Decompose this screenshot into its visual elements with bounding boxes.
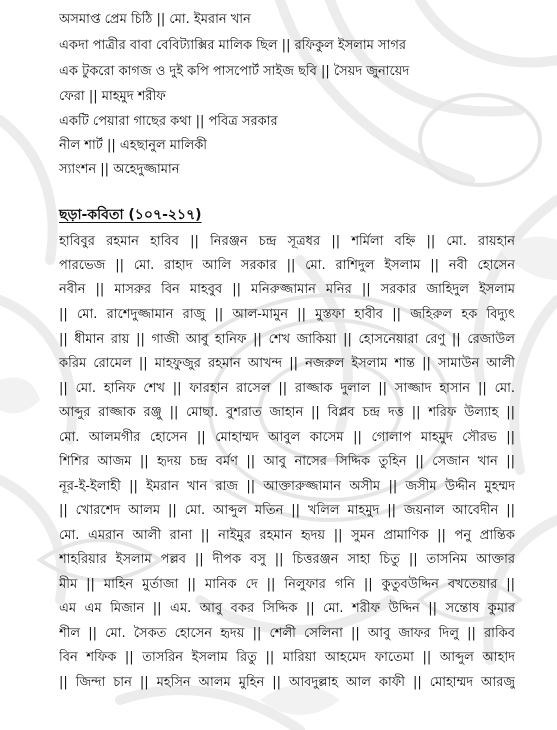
poet-list-line: মীম || মাহিন মুর্তাজা || মানিক দে || নিলুফার গনি || কুতুবউদ্দিন বখতেয়ার || — [59, 577, 515, 592]
poet-list-line: || ধীমান রায় || গাজী আবু হানিফ || শেখ জাকিয়া || হোসনেয়ারা রেণু || রেজাউল — [59, 332, 515, 347]
poet-list-line: || জিন্দা চান || মহসিন আলম মুহিন || আবদুল্লাহ আল কাফী || মোহাম্মদ আরজু — [59, 675, 515, 690]
poet-list-line: শিশির আজম || হৃদয় চন্দ্র বর্মণ || আবু নাসের সিদ্দিক তুহিন || সেজান খান || — [59, 454, 515, 469]
poet-list-line: আব্দুর রাজ্জাক রঞ্জু || মোছা. বুশরাত জাহান || বিপ্লব চন্দ্র দত্ত || শরিফ উল্যাহ || — [59, 405, 515, 420]
poet-list-line: মো. এমরান আলী রানা || নাইমুর রহমান হৃদয় || সুমন প্রামাণিক || পনু প্রান্তিক — [59, 528, 515, 543]
poet-list-line: বিন শফিক || তাসরিন ইসলাম রিতু || মারিয়া আহমেদ ফাতেমা || আব্দুল আহাদ — [59, 650, 515, 665]
poet-list-line: || মো. হানিফ শেখ || ফারহান রাসেল || রাজ্জাক দুলাল || সাজ্জাদ হাসান || মো. — [59, 381, 515, 396]
table-of-contents-entry: একদা পাত্রীর বাবা বেবিট্যাক্সির মালিক ছিল || রফিকুল ইসলাম সাগর — [59, 38, 407, 53]
table-of-contents-entry: এক টুকরো কাগজ ও দুই কপি পাসপোর্ট সাইজ ছবি || সৈয়দ জুনায়েদ — [59, 64, 410, 79]
poet-list-line: এম এম মিজান || এম. আবু বকর সিদ্দিক || মো. শরীফ উদ্দিন || সন্তোষ কুমার — [59, 601, 515, 616]
poet-list-line: নূর-ই-ইলাহী || ইমরান খান রাজ || আক্তারুজ্জামান অসীম || জসীম উদ্দীন মুহম্মদ — [59, 479, 515, 494]
poet-list-line: শীল || মো. সৈকত হোসেন হৃদয় || শেলী সেলিনা || আবু জাফর দিলু || রাকিব — [59, 626, 515, 641]
poet-list-line: নবীন || মাসরুর বিন মাহবুব || মনিরুজ্জামান মনির || সরকার জাহিদুল ইসলাম — [59, 282, 515, 297]
poet-list-line: || খোরশেদ আলম || মো. আব্দুল মতিন || খলিল মাহমুদ || জয়নাল আবেদীন || — [59, 503, 515, 518]
table-of-contents-entry: নীল শার্ট || এহছানুল মালিকী — [59, 138, 208, 153]
table-of-contents-entry: ফেরা || মাহমুদ শরীফ — [59, 89, 166, 104]
table-of-contents-entry: অসমাপ্ত প্রেম চিঠি || মো. ইমরান খান — [59, 12, 251, 27]
poet-list-line: পারভেজ || মো. রাহাদ আলি সরকার || মো. রাশিদুল ইসলাম || নবী হোসেন — [59, 258, 515, 273]
poet-list-line: || মো. রাশেদুজ্জামান রাজু || আল-মামুন || মুস্তফা হাবীব || জহিরুল হক বিদ্যুৎ — [59, 307, 515, 322]
poet-list-line: শাহরিয়ার ইসলাম পল্লব || দীপক বসু || চিত্তরঞ্জন সাহা চিতু || তাসনিম আক্তার — [59, 552, 515, 567]
poet-list-line: করিম রোমেল || মাহফুজুর রহমান আখন্দ || নজরুল ইসলাম শান্ত || সামাউন আলী — [59, 356, 515, 371]
poet-list-line: হাবিবুর রহমান হাবিব || নিরঞ্জন চন্দ্র সূত্রধর || শর্মিলা বহ্নি || মো. রায়হান — [59, 234, 515, 249]
poet-list-line: মো. আলমগীর হোসেন || মোহাম্মদ আবুল কাসেম || গোলাপ মাহমুদ সৌরভ || — [59, 430, 515, 445]
table-of-contents-entry: একটি পেয়ারা গাছের কথা || পবিত্র সরকার — [59, 114, 278, 129]
table-of-contents-entry: স্যাংশন || অহেদুজ্জামান — [59, 162, 180, 177]
section-heading: ছড়া-কবিতা (১০৭-২১৭) — [59, 207, 202, 223]
